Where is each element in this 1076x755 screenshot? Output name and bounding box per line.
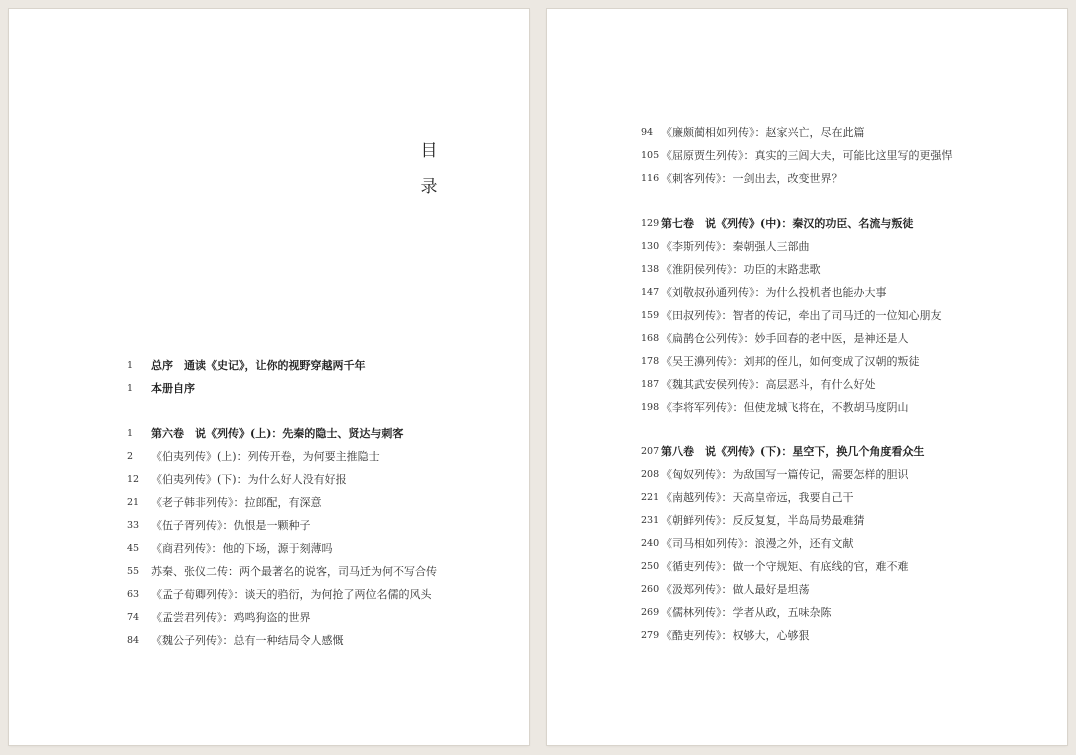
toc-entry[interactable] [127,565,547,579]
toc-page-number: 231 [641,515,660,526]
toc-entry-title: 《循吏列传》：做一个守规矩、有底线的官，难不难 [661,560,909,573]
toc-entry-title: 《扁鹊仓公列传》：妙手回春的老中医，是神还是人 [661,332,909,345]
toc-entry-title: 《伍子胥列传》：仇恨是一颗种子 [151,519,311,532]
toc-page-number: 159 [641,310,660,321]
toc-page-number: 94 [641,127,654,138]
toc-entry[interactable] [641,606,1061,620]
toc-entry-title: 《儒林列传》：学者从政，五味杂陈 [661,606,832,619]
toc-entry-title: 《南越列传》：天高皇帝远，我要自己干 [661,491,854,504]
toc-entry-title: 《伯夷列传》(上)：列传开卷，为何要主推隐士 [151,450,380,463]
toc-section-heading[interactable] [641,445,1061,459]
toc-entry[interactable] [641,332,1061,346]
toc-page-number: 55 [127,566,140,577]
toc-entry-title: 《酷吏列传》：权够大，心够狠 [661,629,810,642]
toc-entry[interactable] [127,542,547,556]
toc-section-heading[interactable] [127,427,547,441]
toc-entry[interactable] [641,309,1061,323]
toc-entry-title: 《刘敬叔孙通列传》：为什么投机者也能办大事 [661,286,887,299]
toc-entry[interactable] [641,468,1061,482]
toc-entry-title: 《匈奴列传》：为敌国写一篇传记，需要怎样的胆识 [661,468,909,481]
toc-entry-title: 《廉颇蔺相如列传》：赵家兴亡，尽在此篇 [661,126,865,139]
toc-entry[interactable] [127,496,547,510]
toc-page-number: 187 [641,379,660,390]
toc-entry-title: 《魏公子列传》：总有一种结局令人感慨 [151,634,344,647]
toc-entry[interactable] [127,473,547,487]
toc-page-number: 221 [641,492,660,503]
toc-entry[interactable] [641,286,1061,300]
toc-entry-title: 《屈原贾生列传》：真实的三闾大夫，可能比这里写的更强悍 [661,149,953,162]
toc-page-number: 84 [127,635,140,646]
toc-entry-title: 《吴王濞列传》：刘邦的侄儿，如何变成了汉朝的叛徒 [661,355,920,368]
toc-entry[interactable] [641,126,1061,140]
toc-entry-title: 《老子韩非列传》：拉郎配，有深意 [151,496,322,509]
toc-entry-title: 《伯夷列传》(下)：为什么好人没有好报 [151,473,347,486]
toc-entry[interactable] [641,172,1061,186]
toc-page-number: 1 [127,383,134,394]
toc-page-right [547,9,1067,745]
toc-page-number: 260 [641,584,660,595]
toc-entry[interactable] [641,583,1061,597]
toc-entry-title: 第七卷 说《列传》(中)：秦汉的功臣、名流与叛徒 [661,217,914,230]
toc-page-number: 33 [127,520,140,531]
toc-entry[interactable] [641,378,1061,392]
toc-entry-title: 《孟子荀卿列传》：谈天的驺衍，为何抢了两位名儒的风头 [151,588,432,601]
toc-entry-title: 《孟尝君列传》：鸡鸣狗盗的世界 [151,611,311,624]
toc-entry[interactable] [641,491,1061,505]
toc-page-number: 147 [641,287,660,298]
toc-entry[interactable] [641,149,1061,163]
toc-page-number: 12 [127,474,140,485]
toc-entry-title: 本册自序 [151,382,195,395]
toc-entry[interactable] [127,634,547,648]
toc-page-number: 138 [641,264,660,275]
toc-page-number: 250 [641,561,660,572]
toc-entry-title: 《商君列传》：他的下场，源于刻薄吗 [151,542,333,555]
toc-entry-title: 《汲郑列传》：做人最好是坦荡 [661,583,810,596]
toc-page-number: 116 [641,173,660,184]
toc-title [414,133,444,205]
toc-entry[interactable] [127,450,547,464]
toc-page-number: 269 [641,607,660,618]
toc-page-number: 198 [641,402,660,413]
toc-title-char: 目 [420,141,438,161]
toc-entry-title: 《朝鲜列传》：反反复复，半岛局势最难猜 [661,514,865,527]
toc-entry[interactable] [641,240,1061,254]
toc-entry-title: 《刺客列传》：一剑出去，改变世界？ [661,172,843,185]
toc-page-left [9,9,529,745]
toc-entry-title: 《司马相如列传》：浪漫之外，还有文献 [661,537,854,550]
toc-entry-title: 《魏其武安侯列传》：高层恶斗，有什么好处 [661,378,876,391]
toc-page-number: 2 [127,451,134,462]
toc-page-number: 207 [641,446,660,457]
toc-page-number: 1 [127,428,134,439]
toc-page-number: 129 [641,218,660,229]
toc-entry-title: 第六卷 说《列传》(上)：先秦的隐士、贤达与刺客 [151,427,404,440]
toc-entry-title: 《淮阴侯列传》：功臣的末路悲歌 [661,263,821,276]
toc-entry[interactable] [127,519,547,533]
toc-page-number: 240 [641,538,660,549]
toc-entry-title: 《李将军列传》：但使龙城飞将在，不教胡马度阴山 [661,401,909,414]
toc-entry-title: 苏秦、张仪二传：两个最著名的说客，司马迁为何不写合传 [151,565,437,578]
toc-page-number: 279 [641,630,660,641]
toc-section-heading[interactable] [127,359,547,373]
toc-entry[interactable] [641,263,1061,277]
toc-section-heading[interactable] [127,382,547,396]
toc-page-number: 1 [127,360,134,371]
toc-entry-title: 《田叔列传》：智者的传记，牵出了司马迁的一位知心朋友 [661,309,942,322]
toc-entry[interactable] [641,560,1061,574]
toc-entry[interactable] [641,514,1061,528]
toc-page-number: 45 [127,543,140,554]
toc-page-number: 168 [641,333,660,344]
toc-entry-title: 《李斯列传》：秦朝强人三部曲 [661,240,810,253]
toc-entry[interactable] [641,355,1061,369]
toc-entry[interactable] [641,537,1061,551]
toc-page-number: 105 [641,150,660,161]
toc-page-number: 178 [641,356,660,367]
toc-page-number: 208 [641,469,660,480]
toc-entry[interactable] [127,588,547,602]
toc-entry[interactable] [641,629,1061,643]
toc-page-number: 130 [641,241,660,252]
toc-entry-title: 第八卷 说《列传》(下)：星空下，换几个角度看众生 [661,445,925,458]
toc-entry-title: 总序 通读《史记》，让你的视野穿越两千年 [151,359,366,372]
toc-page-number: 63 [127,589,140,600]
toc-title-char: 录 [420,177,438,197]
toc-entry[interactable] [127,611,547,625]
toc-page-number: 21 [127,497,140,508]
toc-entry[interactable] [641,401,1061,415]
toc-section-heading[interactable] [641,217,1061,231]
toc-page-number: 74 [127,612,140,623]
